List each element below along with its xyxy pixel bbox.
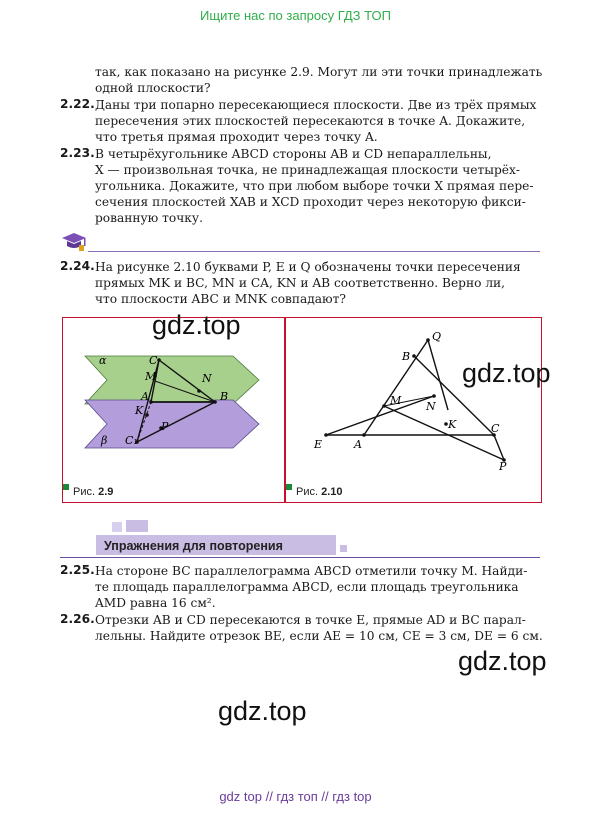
label-n: N [426, 400, 436, 413]
figure-2-10 [285, 317, 542, 503]
page-footer: gdz top // гдз топ // гдз top [219, 789, 372, 804]
point-a [362, 433, 366, 437]
text-line: рованную точку. [95, 211, 203, 225]
line-mp [384, 406, 504, 460]
label-c: C [149, 354, 158, 367]
text-line: что третья прямая проходит через точку A. [95, 130, 378, 144]
text-line: те площадь параллелограмма ABCD, если площадь треугольника [95, 580, 519, 594]
label-k: K [448, 418, 457, 431]
text-line: пересечения этих плоскостей пересекаются в точке A. Докажите, [95, 114, 526, 128]
figure-2-9-drawing [63, 318, 284, 502]
label-q: Q [432, 330, 442, 343]
watermark: gdz.top [462, 358, 551, 388]
problem-number: 2.26. [60, 612, 95, 626]
graduation-cap-icon [60, 230, 88, 252]
text-line: сечения плоскостей XAB и XCD проходит через некоторую фикси- [95, 195, 526, 209]
watermark: gdz.top [458, 646, 547, 676]
label-m: M [390, 394, 402, 407]
label-k: K [135, 404, 144, 417]
point-e [324, 433, 328, 437]
section-title: Упражнения для повторения [104, 539, 283, 553]
text-line: X — произвольная точка, не принадлежащая плоскости четырёх- [95, 163, 520, 177]
label-p: P [499, 460, 507, 473]
section-rule [60, 557, 540, 558]
point-b [412, 354, 416, 358]
label-m: M [145, 370, 157, 383]
label-alpha: α [99, 354, 107, 367]
caption-prefix: Рис. [73, 486, 96, 498]
section-divider [88, 251, 540, 252]
watermark: gdz.top [218, 696, 307, 726]
text-line: Отрезки AB и CD пересекаются в точке E, прямые AD и BC парал- [95, 613, 526, 627]
figure-2-10-drawing [286, 318, 541, 502]
figure-caption [73, 486, 113, 498]
label-p: P [161, 420, 169, 433]
point-m [382, 404, 386, 408]
text-line: что плоскости ABC и MNK совпадают? [95, 292, 346, 306]
label-a: A [354, 438, 362, 451]
text-line: лельны. Найдите отрезок BE, если AE = 10 см, CE = 3 см, DE = 6 см. [95, 629, 543, 643]
line-en [326, 396, 434, 435]
point-k [145, 413, 149, 417]
text-line: На рисунке 2.10 буквами P, E и Q обозначены точки пересечения [95, 260, 521, 274]
point-q [426, 338, 430, 342]
problem-number: 2.22. [60, 97, 95, 111]
label-e: E [314, 438, 323, 451]
figure-caption [296, 486, 343, 498]
label-a: A [141, 390, 149, 403]
caption-marker [286, 484, 292, 490]
label-n: N [202, 372, 212, 385]
text-line: одной плоскости? [95, 81, 211, 95]
problem-number: 2.24. [60, 259, 95, 273]
problem-number: 2.23. [60, 146, 95, 160]
text-line: AMD равна 16 см². [95, 596, 216, 610]
point-a [149, 400, 153, 404]
point-c [157, 358, 161, 362]
text-line: угольника. Докажите, что при любом выборе точки X прямая пере- [95, 179, 534, 193]
text-line: Даны три попарно пересекающиеся плоскости. Две из трёх прямых [95, 98, 537, 112]
page-header: Ищите нас по запросу ГДЗ ТОП [200, 8, 391, 23]
text-line: прямых MK и BC, MN и CA, KN и AB соответственно. Верно ли, [95, 276, 506, 290]
caption-number: 2.10 [321, 486, 343, 498]
caption-number: 2.9 [98, 486, 114, 498]
label-c1: C₁ [125, 434, 138, 447]
text-line: так, как показано на рисунке 2.9. Могут ли эти точки принадлежать [95, 65, 543, 79]
text-line: В четырёхугольнике ABCD стороны AB и CD непараллельны, [95, 147, 492, 161]
caption-marker [63, 484, 69, 490]
label-b: B [220, 390, 229, 403]
figure-2-9 [62, 317, 285, 503]
problem-number: 2.25. [60, 563, 95, 577]
point-n [197, 389, 201, 393]
label-beta: β [101, 434, 108, 447]
label-c: C [491, 422, 500, 435]
label-b: B [402, 350, 411, 363]
caption-prefix: Рис. [296, 486, 319, 498]
point-b [213, 400, 217, 404]
point-n [432, 394, 436, 398]
text-line: На стороне BC параллелограмма ABCD отметили точку M. Найди- [95, 564, 528, 578]
watermark: gdz.top [152, 310, 241, 340]
